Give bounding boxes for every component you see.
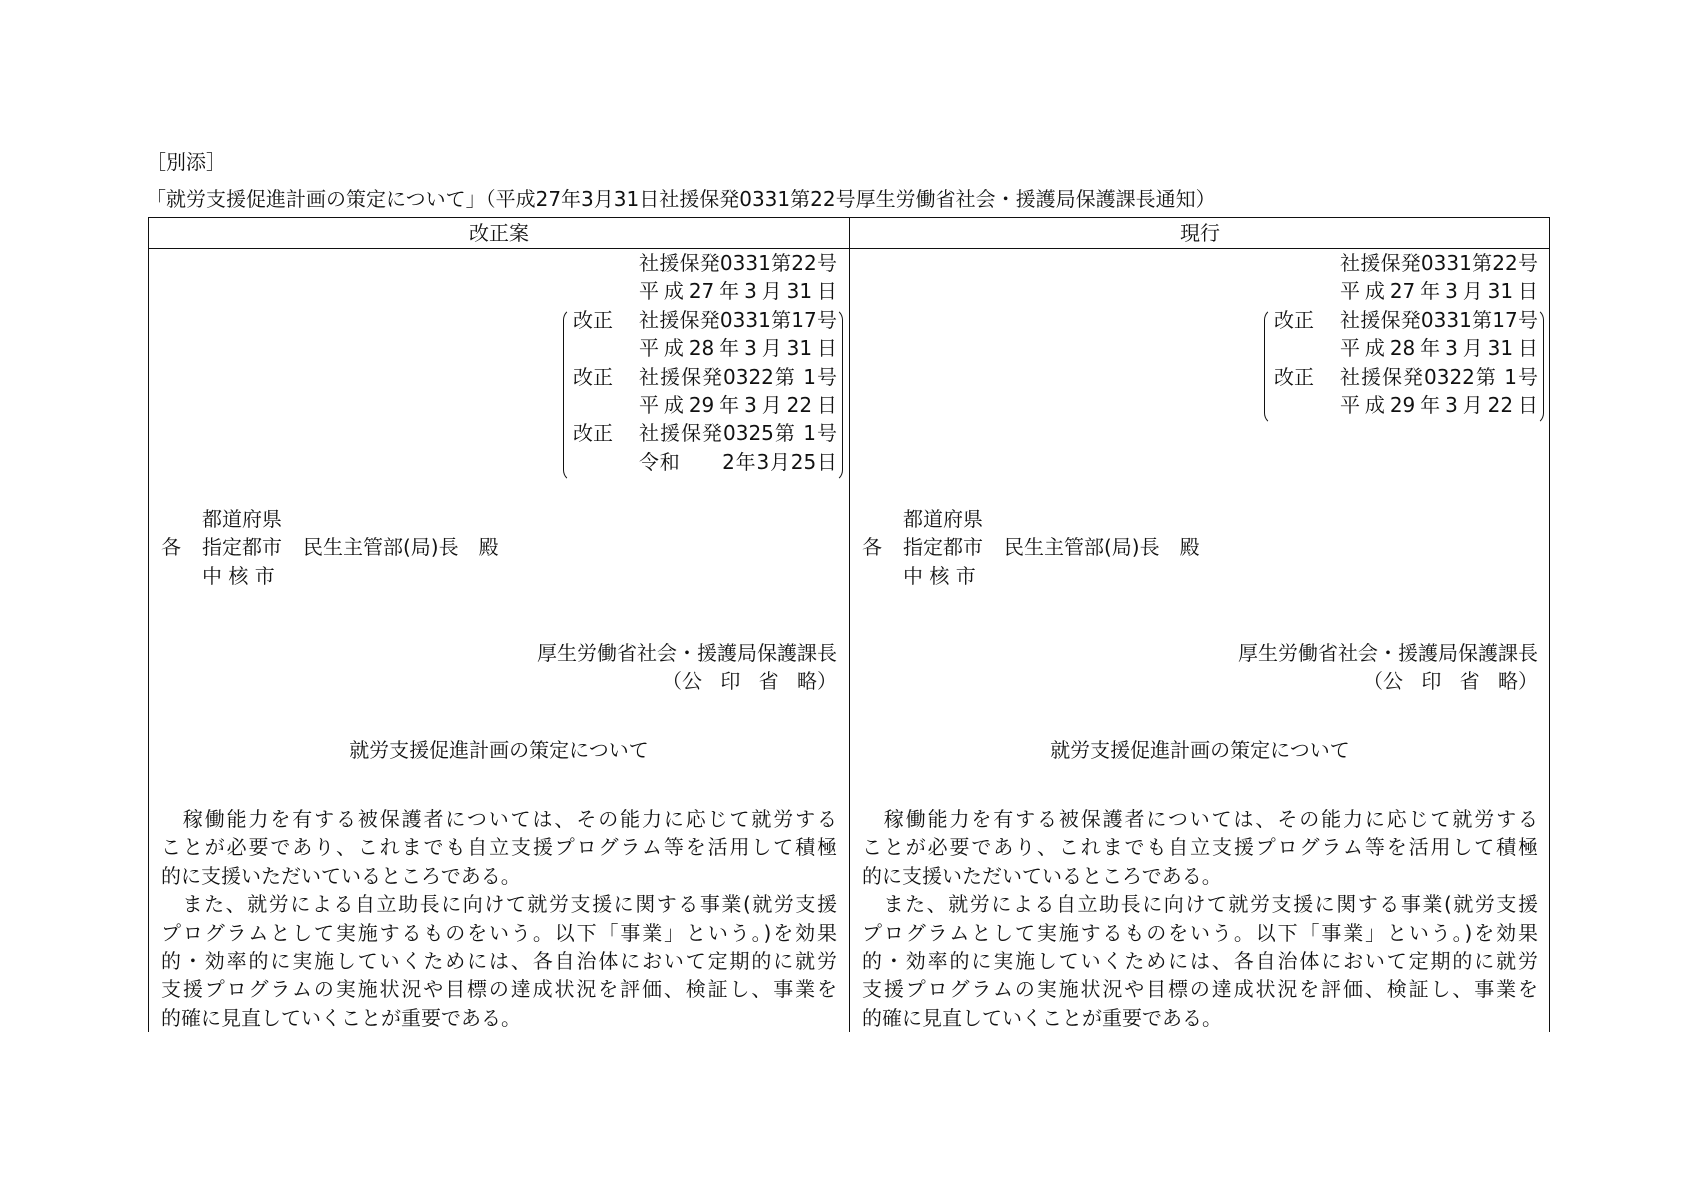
seal-text: 略） [796, 669, 837, 694]
each-label: 各 [161, 535, 181, 560]
body-line: 支援プログラムの実施状況や目標の達成状況を評価、検証し、事業を [862, 977, 1538, 1002]
body-line: ことが必要であり、これまでも自立支援プログラム等を活用して積極 [161, 835, 837, 860]
body-line: 的に支援いただいているところである。 [161, 863, 521, 888]
body-line: また、就労による自立助長に向けて就労支援に関する事業(就労支援 [161, 892, 837, 917]
notice-number: 平成28年3月31日 [639, 336, 837, 361]
body-line: 稼働能力を有する被保護者については、その能力に応じて就労する [862, 807, 1538, 831]
notice-number: 社援保発0331第17号 [1340, 307, 1538, 332]
notice-number: 平成27年3月31日 [639, 279, 837, 304]
notice-number-row [1274, 249, 1538, 277]
addressee-line: 都道府県 [903, 507, 983, 531]
revision-label [573, 277, 639, 305]
attachment-label: ［別添］ [146, 150, 226, 174]
seal-text: （公 [662, 669, 702, 694]
revision-label: 改正 [1274, 364, 1314, 389]
body-paragraph [161, 805, 837, 1032]
notice-number: 社援保発0331第22号 [1340, 251, 1538, 275]
notice-number-row [573, 277, 837, 305]
addressee-recipient: 民生主管部(局)長 殿 [303, 535, 499, 560]
revision-bracket [563, 308, 843, 482]
body-line: 的に支援いただいているところである。 [862, 863, 1222, 888]
seal-omitted [1363, 667, 1538, 695]
body-line: ことが必要であり、これまでも自立支援プログラム等を活用して積極 [862, 835, 1538, 860]
addressee-line: 中 核 市 [903, 563, 976, 588]
notice-number: 社援保発0331第22号 [639, 251, 837, 275]
sender-block [1238, 639, 1538, 696]
body-line: 的・効率的に実施していくためには、各自治体において定期的に就労 [862, 948, 1538, 973]
revision-label: 改正 [573, 307, 613, 332]
seal-text: 省 [1459, 669, 1480, 694]
body-line: 稼働能力を有する被保護者については、その能力に応じて就労する [161, 807, 837, 831]
notice-number: 平成28年3月31日 [1340, 336, 1538, 361]
notice-number: 平成29年3月22日 [639, 392, 837, 417]
column-current [850, 218, 1550, 1032]
body-line: 的確に見直していくことが重要である。 [862, 1005, 1222, 1030]
notice-number: 令和 2年3月25日 [639, 449, 837, 474]
addressee-block [161, 505, 499, 590]
each-label: 各 [862, 535, 882, 560]
body-line: プログラムとして実施するものをいう。以下「事業」という。)を効果 [862, 920, 1538, 945]
addressee-type: 指定都市 [202, 535, 282, 560]
addressee-line [862, 533, 1200, 561]
addressee-recipient: 民生主管部(局)長 殿 [1004, 535, 1200, 560]
subject-title: 就労支援促進計画の策定について [349, 738, 649, 762]
seal-text: 省 [758, 669, 779, 694]
notice-number: 社援保発0322第 1号 [1340, 364, 1538, 389]
comparison-table [148, 217, 1550, 1032]
column-amendment [149, 218, 850, 1032]
body-line: プログラムとして実施するものをいう。以下「事業」という。)を効果 [161, 920, 837, 945]
addressee-line: 中 核 市 [202, 563, 275, 588]
sender-block [537, 639, 837, 696]
notice-number-row [573, 249, 837, 277]
seal-text: 略） [1497, 669, 1538, 694]
seal-omitted [662, 667, 837, 695]
notice-number: 社援保発0331第17号 [639, 307, 837, 332]
document-title: 「就労支援促進計画の策定について」（平成27年3月31日社援保発0331第22号厚生労働省社会・援護局保護課長通知） [146, 187, 1216, 211]
body-line: 支援プログラムの実施状況や目標の達成状況を評価、検証し、事業を [161, 977, 837, 1002]
revision-label: 改正 [1274, 307, 1314, 332]
revision-label [1274, 277, 1340, 305]
notice-number: 平成29年3月22日 [1340, 392, 1538, 417]
body-line: 的確に見直していくことが重要である。 [161, 1005, 521, 1030]
addressee-line [161, 533, 499, 561]
revision-label [573, 249, 639, 277]
seal-text: （公 [1363, 669, 1403, 694]
column-header: 現行 [850, 218, 1550, 249]
notice-number-row [1274, 277, 1538, 305]
sender-name: 厚生労働省社会・援護局保護課長 [1238, 641, 1538, 665]
seal-text: 印 [720, 669, 741, 694]
notice-number: 社援保発0322第 1号 [639, 364, 837, 389]
revision-label: 改正 [573, 364, 613, 389]
addressee-block [862, 505, 1200, 590]
addressee-line: 都道府県 [202, 507, 282, 531]
column-header: 改正案 [149, 218, 849, 249]
body-paragraph [862, 805, 1538, 1032]
addressee-type: 指定都市 [903, 535, 983, 560]
subject-title: 就労支援促進計画の策定について [1050, 738, 1350, 762]
body-line: また、就労による自立助長に向けて就労支援に関する事業(就労支援 [862, 892, 1538, 917]
sender-name: 厚生労働省社会・援護局保護課長 [537, 641, 837, 665]
body-line: 的・効率的に実施していくためには、各自治体において定期的に就労 [161, 948, 837, 973]
notice-number: 平成27年3月31日 [1340, 279, 1538, 304]
revision-label [1274, 249, 1340, 277]
seal-text: 印 [1421, 669, 1442, 694]
revision-bracket [1264, 308, 1544, 426]
notice-number: 社援保発0325第 1号 [639, 421, 837, 446]
revision-label: 改正 [573, 421, 613, 446]
